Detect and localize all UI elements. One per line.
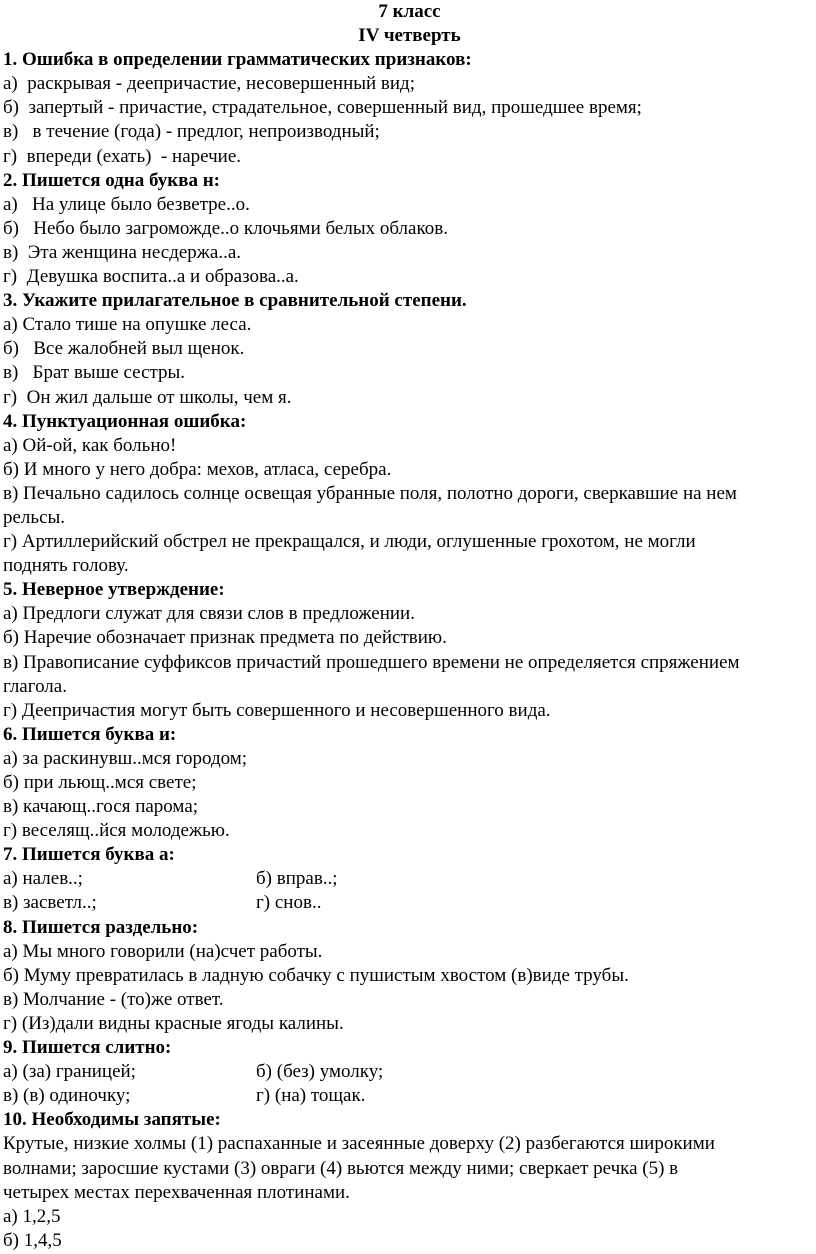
answer-option: в) качающ..гося парома;: [3, 796, 199, 818]
answer-row: [3, 891, 816, 915]
answer-option: глагола.: [3, 675, 67, 697]
answer-option: а) налев..;: [3, 868, 83, 890]
answer-option: б) Все жалобней выл щенок.: [3, 338, 245, 360]
answer-row: [3, 1060, 816, 1084]
answer-option: поднять голову.: [3, 555, 129, 577]
answer-option: г) Деепричастия могут быть совершенного и несовершенного вида.: [3, 699, 551, 721]
answer-option: г) веселящ..йся молодежью.: [3, 820, 230, 842]
answer-option: б) вправ..;: [256, 868, 338, 890]
answer-option: г) (Из)дали видны красные ягоды калины.: [3, 1012, 344, 1034]
question-title: 1. Ошибка в определении грамматических признаков:: [3, 49, 472, 71]
question-title: 5. Неверное утверждение:: [3, 579, 225, 601]
answer-option: в) Эта женщина несдержа..а.: [3, 241, 242, 263]
answer-option: г) снов..: [256, 892, 322, 914]
answer-option: волнами; заросшие кустами (3) овраги (4) вьются между ними; сверкает речка (5) в: [3, 1157, 679, 1179]
answer-option: в) Печально садилось солнце освещая убранные поля, полотно дороги, сверкавшие на нем: [3, 482, 737, 504]
answer-option: в) в течение (года) - предлог, непроизводный;: [3, 121, 380, 143]
answer-option: б) (без) умолку;: [256, 1061, 384, 1083]
question-block: [3, 1108, 816, 1253]
answer-option: г) Девушка воспита..а и образова..а.: [3, 266, 299, 288]
answer-row: [3, 867, 816, 891]
answer-option: б) 1,4,5: [3, 1229, 62, 1251]
question-title: 4. Пунктуационная ошибка:: [3, 410, 247, 432]
answer-option: в) (в) одиночку;: [3, 1085, 131, 1107]
answer-option: а) На улице было безветре..о.: [3, 193, 250, 215]
answer-option: б) Наречие обозначает признак предмета по действию.: [3, 627, 447, 649]
question-list: [3, 48, 816, 1253]
question-block: [3, 48, 816, 168]
question-title: 6. Пишется буква и:: [3, 723, 177, 745]
question-block: [3, 169, 816, 289]
answer-option: а) раскрывая - деепричастие, несовершенный вид;: [3, 73, 416, 95]
answer-option: б) запертый - причастие, страдательное, совершенный вид, прошедшее время;: [3, 97, 642, 119]
answer-option: г) Он жил дальше от школы, чем я.: [3, 386, 292, 408]
answer-row: [3, 1084, 816, 1108]
answer-option: Крутые, низкие холмы (1) распаханные и засеянные доверху (2) разбегаются широкими: [3, 1133, 715, 1155]
answer-option: а) (за) границей;: [3, 1061, 136, 1083]
question-block: [3, 843, 816, 915]
answer-option: четырех местах перехваченная плотинами.: [3, 1181, 350, 1203]
question-block: [3, 916, 816, 1036]
question-title: 7. Пишется буква а:: [3, 844, 175, 866]
question-title: 9. Пишется слитно:: [3, 1037, 172, 1059]
answer-option: рельсы.: [3, 506, 66, 528]
answer-option: а) за раскинувш..мся городом;: [3, 747, 248, 769]
question-block: [3, 289, 816, 409]
question-block: [3, 723, 816, 843]
question-title: 2. Пишется одна буква н:: [3, 169, 220, 191]
question-block: [3, 410, 816, 579]
answer-option: а) Мы много говорили (на)счет работы.: [3, 940, 323, 962]
answer-option: б) при льющ..мся свете;: [3, 772, 197, 793]
answer-option: г) впереди (ехать) - наречие.: [3, 145, 242, 167]
question-title: 10. Необходимы запятые:: [3, 1109, 221, 1131]
answer-option: б) И много у него добра: мехов, атласа, серебра.: [3, 458, 392, 480]
answer-option: а) Стало тише на опушке леса.: [3, 314, 252, 336]
answer-option: а) Ой-ой, как больно!: [3, 434, 177, 456]
grade-heading: 7 класс: [378, 1, 441, 22]
question-title: 8. Пишется раздельно:: [3, 916, 199, 938]
question-title: 3. Укажите прилагательное в сравнительной степени.: [3, 290, 467, 312]
answer-option: б) Небо было загроможде..о клочьями белых облаков.: [3, 217, 448, 239]
answer-option: г) Артиллерийский обстрел не прекращался, и люди, оглушенные грохотом, не могли: [3, 531, 696, 553]
answer-option: б) Муму превратилась в ладную собачку с пушистым хвостом (в)виде трубы.: [3, 964, 629, 986]
answer-option: а) Предлоги служат для связи слов в предложении.: [3, 603, 415, 625]
answer-option: а) 1,2,5: [3, 1205, 61, 1227]
answer-option: в) Молчание - (то)же ответ.: [3, 988, 224, 1010]
question-block: [3, 1036, 816, 1108]
quarter-heading: IV четверть: [358, 25, 461, 47]
answer-option: в) Брат выше сестры.: [3, 362, 186, 384]
answer-option: г) (на) тощак.: [256, 1085, 366, 1107]
answer-option: в) Правописание суффиксов причастий прошедшего времени не определяется спряжением: [3, 651, 740, 673]
answer-option: в) засветл..;: [3, 892, 97, 914]
question-block: [3, 578, 816, 723]
